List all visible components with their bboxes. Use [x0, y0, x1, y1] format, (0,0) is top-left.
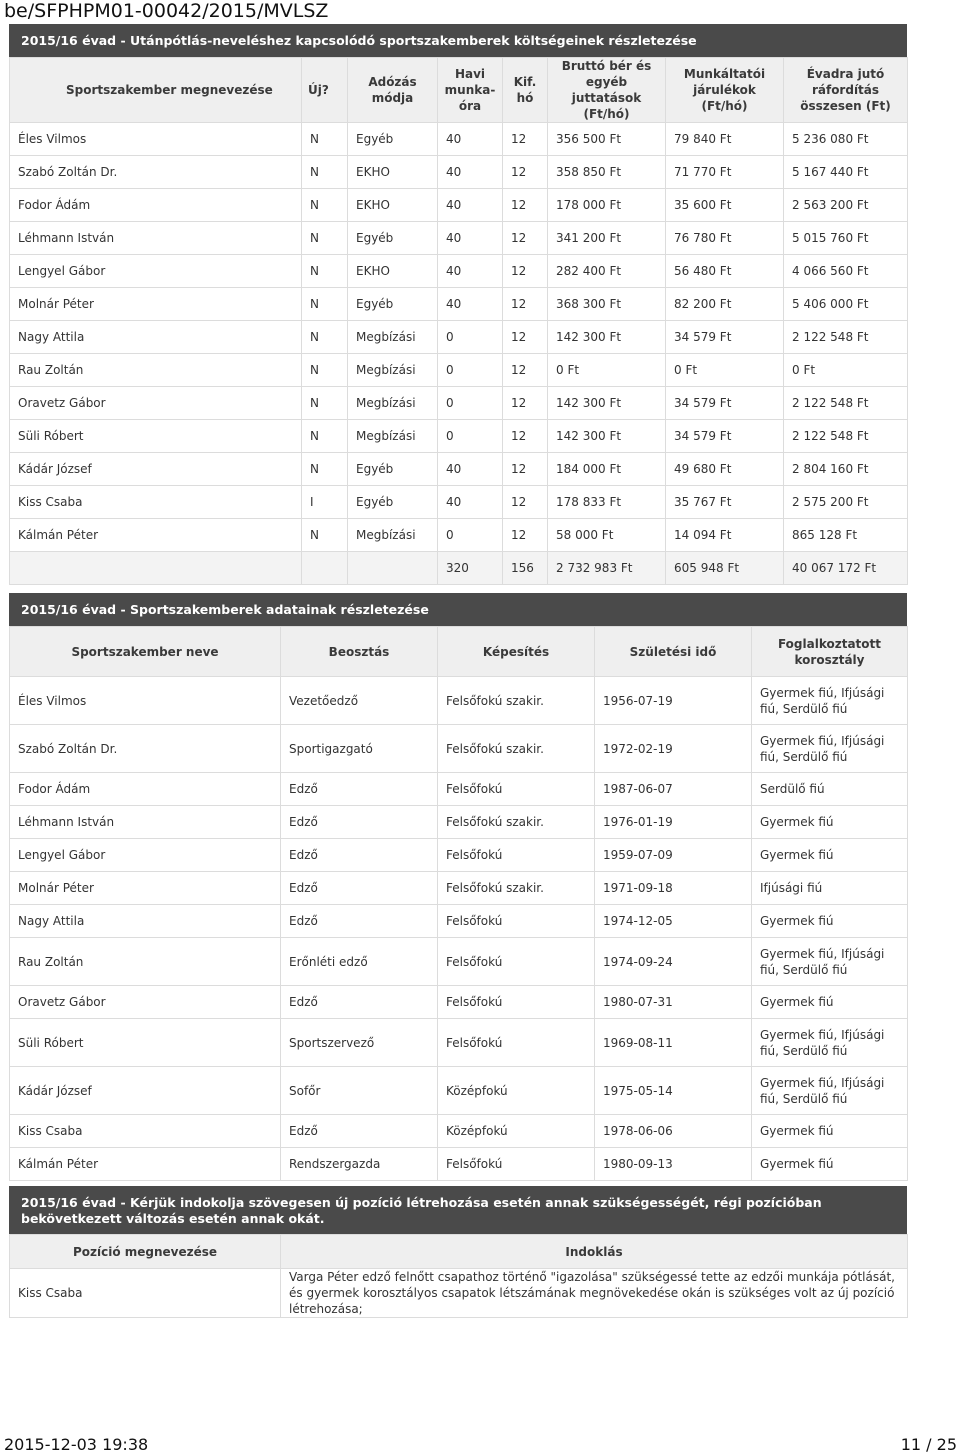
col-header-name: Sportszakember megnevezése: [10, 58, 302, 123]
cell-staff-name: Süli Róbert: [10, 1019, 281, 1067]
cell-contrib: 35 767 Ft: [666, 486, 784, 519]
cell-qualification: Felsőfokú szakir.: [438, 872, 595, 905]
table-row: [10, 677, 908, 725]
total-sum: 40 067 172 Ft: [784, 552, 908, 585]
cell-new: N: [302, 288, 348, 321]
cell-total: 5 015 760 Ft: [784, 222, 908, 255]
table-row: [10, 387, 908, 420]
empty-cell: [348, 552, 438, 585]
justification-table: [9, 1234, 908, 1318]
justification-table-body: [10, 1269, 908, 1318]
table-row: [10, 938, 908, 986]
table-row: [10, 222, 908, 255]
cell-hours: 40: [438, 255, 503, 288]
cell-tax: Megbízási: [348, 354, 438, 387]
cell-qualification: Felsőfokú: [438, 986, 595, 1019]
cell-qualification: Felsőfokú: [438, 1019, 595, 1067]
costs-section: [9, 24, 907, 585]
cell-new: N: [302, 453, 348, 486]
table-row: [10, 872, 908, 905]
col-header-staff-name: Sportszakember neve: [10, 627, 281, 677]
cell-total: 0 Ft: [784, 354, 908, 387]
cell-staff-name: Rau Zoltán: [10, 938, 281, 986]
table-row: [10, 1148, 908, 1181]
cell-position: Edző: [281, 905, 438, 938]
staff-section-title: 2015/16 évad - Sportszakemberek adatainak részletezése: [9, 593, 907, 626]
cell-staff-name: Fodor Ádám: [10, 773, 281, 806]
staff-table-body: [10, 677, 908, 1181]
cell-months: 12: [503, 519, 548, 552]
cell-age-group: Gyermek fiú, Ifjúsági fiú, Serdülő fiú: [752, 725, 908, 773]
cell-position: Edző: [281, 872, 438, 905]
col-header-contrib: Munkáltatói járulékok (Ft/hó): [666, 58, 784, 123]
cell-total: 5 406 000 Ft: [784, 288, 908, 321]
col-header-birthdate: Születési idő: [595, 627, 752, 677]
cell-qualification: Felsőfokú: [438, 1148, 595, 1181]
table-row: [10, 321, 908, 354]
table-row: [10, 986, 908, 1019]
cell-tax: EKHO: [348, 189, 438, 222]
cell-months: 12: [503, 321, 548, 354]
cell-hours: 40: [438, 222, 503, 255]
cell-contrib: 35 600 Ft: [666, 189, 784, 222]
col-header-justification: Indoklás: [281, 1235, 908, 1269]
cell-tax: Megbízási: [348, 321, 438, 354]
cell-contrib: 14 094 Ft: [666, 519, 784, 552]
empty-cell: [302, 552, 348, 585]
cell-contrib: 34 579 Ft: [666, 420, 784, 453]
cell-position: Vezetőedző: [281, 677, 438, 725]
cell-tax: Egyéb: [348, 453, 438, 486]
cell-birthdate: 1974-12-05: [595, 905, 752, 938]
cell-age-group: Ifjúsági fiú: [752, 872, 908, 905]
cell-months: 12: [503, 222, 548, 255]
table-row: [10, 288, 908, 321]
cell-new: N: [302, 354, 348, 387]
cell-new: N: [302, 387, 348, 420]
cell-birthdate: 1959-07-09: [595, 839, 752, 872]
cell-months: 12: [503, 387, 548, 420]
cell-new: N: [302, 222, 348, 255]
cell-hours: 40: [438, 486, 503, 519]
cell-tax: EKHO: [348, 156, 438, 189]
cell-total: 4 066 560 Ft: [784, 255, 908, 288]
cell-gross: 178 000 Ft: [548, 189, 666, 222]
cell-staff-name: Kiss Csaba: [10, 1115, 281, 1148]
cell-hours: 40: [438, 156, 503, 189]
staff-header-row: [10, 627, 908, 677]
cell-qualification: Felsőfokú: [438, 773, 595, 806]
cell-tax: Egyéb: [348, 222, 438, 255]
cell-birthdate: 1956-07-19: [595, 677, 752, 725]
col-header-months: Kif. hó: [503, 58, 548, 123]
cell-qualification: Felsőfokú: [438, 938, 595, 986]
cell-contrib: 82 200 Ft: [666, 288, 784, 321]
cell-qualification: Középfokú: [438, 1067, 595, 1115]
costs-table-body: [10, 123, 908, 585]
col-header-gross: Bruttó bér és egyéb juttatások (Ft/hó): [548, 58, 666, 123]
cell-qualification: Felsőfokú: [438, 905, 595, 938]
cell-position: Sportszervező: [281, 1019, 438, 1067]
cell-justification: Varga Péter edző felnőtt csapathoz történő "igazolása" szükségessé tette az edzői munkája pótlását, és gyermek korosztályos csapatok létszámának megnövekedése okán is szükséges volt az új pozíció létrehozása;: [281, 1269, 908, 1318]
cell-gross: 142 300 Ft: [548, 321, 666, 354]
cell-qualification: Felsőfokú szakir.: [438, 806, 595, 839]
cell-tax: EKHO: [348, 255, 438, 288]
col-header-tax: Adózás módja: [348, 58, 438, 123]
table-row: [10, 1269, 908, 1318]
cell-position-name: Kiss Csaba: [10, 1269, 281, 1318]
justification-section-title: 2015/16 évad - Kérjük indokolja szövegesen új pozíció létrehozása esetén annak szükségességét, régi pozícióban bekövetkezett változás esetén annak okát.: [9, 1186, 907, 1234]
cell-name: Molnár Péter: [10, 288, 302, 321]
costs-table: [9, 57, 908, 585]
cell-total: 2 122 548 Ft: [784, 387, 908, 420]
table-row: [10, 453, 908, 486]
cell-staff-name: Lengyel Gábor: [10, 839, 281, 872]
cell-birthdate: 1976-01-19: [595, 806, 752, 839]
cell-new: N: [302, 519, 348, 552]
col-header-position-name: Pozíció megnevezése: [10, 1235, 281, 1269]
col-header-total: Évadra jutó ráfordítás összesen (Ft): [784, 58, 908, 123]
cell-hours: 40: [438, 189, 503, 222]
cell-tax: Egyéb: [348, 486, 438, 519]
cell-contrib: 76 780 Ft: [666, 222, 784, 255]
cell-position: Rendszergazda: [281, 1148, 438, 1181]
cell-age-group: Gyermek fiú, Ifjúsági fiú, Serdülő fiú: [752, 1067, 908, 1115]
cell-name: Rau Zoltán: [10, 354, 302, 387]
table-row: [10, 839, 908, 872]
cell-position: Sportigazgató: [281, 725, 438, 773]
cell-position: Edző: [281, 986, 438, 1019]
cell-months: 12: [503, 486, 548, 519]
cell-new: N: [302, 255, 348, 288]
cell-hours: 0: [438, 354, 503, 387]
costs-header-row: [10, 58, 908, 123]
cell-name: Léhmann István: [10, 222, 302, 255]
cell-position: Edző: [281, 1115, 438, 1148]
cell-age-group: Gyermek fiú, Ifjúsági fiú, Serdülő fiú: [752, 1019, 908, 1067]
cell-total: 2 563 200 Ft: [784, 189, 908, 222]
cell-contrib: 71 770 Ft: [666, 156, 784, 189]
table-row: [10, 420, 908, 453]
cell-months: 12: [503, 156, 548, 189]
cell-hours: 40: [438, 123, 503, 156]
cell-contrib: 34 579 Ft: [666, 387, 784, 420]
totals-row: [10, 552, 908, 585]
cell-new: N: [302, 123, 348, 156]
cell-age-group: Gyermek fiú: [752, 806, 908, 839]
cell-position: Sofőr: [281, 1067, 438, 1115]
cell-name: Fodor Ádám: [10, 189, 302, 222]
cell-months: 12: [503, 453, 548, 486]
cell-contrib: 49 680 Ft: [666, 453, 784, 486]
costs-section-title: 2015/16 évad - Utánpótlás-neveléshez kapcsolódó sportszakemberek költségeinek részletezése: [9, 24, 907, 57]
table-row: [10, 519, 908, 552]
cell-qualification: Felsőfokú: [438, 839, 595, 872]
cell-new: N: [302, 321, 348, 354]
cell-qualification: Középfokú: [438, 1115, 595, 1148]
document-id: be/SFPHPM01-00042/2015/MVLSZ: [4, 0, 329, 22]
table-row: [10, 156, 908, 189]
cell-birthdate: 1980-07-31: [595, 986, 752, 1019]
cell-gross: 142 300 Ft: [548, 420, 666, 453]
cell-name: Lengyel Gábor: [10, 255, 302, 288]
col-header-age-group: Foglalkoztatott korosztály: [752, 627, 908, 677]
cell-contrib: 34 579 Ft: [666, 321, 784, 354]
cell-contrib: 56 480 Ft: [666, 255, 784, 288]
cell-total: 5 236 080 Ft: [784, 123, 908, 156]
cell-name: Kiss Csaba: [10, 486, 302, 519]
cell-gross: 142 300 Ft: [548, 387, 666, 420]
cell-staff-name: Kádár József: [10, 1067, 281, 1115]
cell-qualification: Felsőfokú szakir.: [438, 725, 595, 773]
cell-staff-name: Nagy Attila: [10, 905, 281, 938]
cell-gross: 0 Ft: [548, 354, 666, 387]
cell-staff-name: Szabó Zoltán Dr.: [10, 725, 281, 773]
cell-hours: 40: [438, 453, 503, 486]
table-row: [10, 905, 908, 938]
table-row: [10, 806, 908, 839]
cell-age-group: Gyermek fiú: [752, 905, 908, 938]
cell-new: N: [302, 156, 348, 189]
cell-gross: 368 300 Ft: [548, 288, 666, 321]
table-row: [10, 1019, 908, 1067]
cell-name: Süli Róbert: [10, 420, 302, 453]
cell-gross: 58 000 Ft: [548, 519, 666, 552]
cell-months: 12: [503, 123, 548, 156]
cell-total: 2 122 548 Ft: [784, 420, 908, 453]
total-gross: 2 732 983 Ft: [548, 552, 666, 585]
cell-new: N: [302, 420, 348, 453]
total-months: 156: [503, 552, 548, 585]
cell-total: 2 804 160 Ft: [784, 453, 908, 486]
cell-birthdate: 1978-06-06: [595, 1115, 752, 1148]
cell-tax: Megbízási: [348, 387, 438, 420]
footer-page-number: 11 / 25: [900, 1435, 957, 1454]
cell-hours: 40: [438, 288, 503, 321]
table-row: [10, 486, 908, 519]
cell-position: Edző: [281, 773, 438, 806]
cell-birthdate: 1980-09-13: [595, 1148, 752, 1181]
cell-name: Szabó Zoltán Dr.: [10, 156, 302, 189]
cell-age-group: Gyermek fiú, Ifjúsági fiú, Serdülő fiú: [752, 938, 908, 986]
cell-name: Kádár József: [10, 453, 302, 486]
cell-total: 865 128 Ft: [784, 519, 908, 552]
col-header-hours: Havi munka-óra: [438, 58, 503, 123]
table-row: [10, 773, 908, 806]
cell-birthdate: 1975-05-14: [595, 1067, 752, 1115]
total-hours: 320: [438, 552, 503, 585]
cell-position: Edző: [281, 839, 438, 872]
cell-tax: Megbízási: [348, 420, 438, 453]
cell-birthdate: 1969-08-11: [595, 1019, 752, 1067]
justification-header-row: [10, 1235, 908, 1269]
cell-hours: 0: [438, 321, 503, 354]
footer-datetime: 2015-12-03 19:38: [4, 1435, 149, 1454]
cell-gross: 358 850 Ft: [548, 156, 666, 189]
cell-age-group: Gyermek fiú, Ifjúsági fiú, Serdülő fiú: [752, 677, 908, 725]
cell-age-group: Gyermek fiú: [752, 986, 908, 1019]
cell-hours: 0: [438, 519, 503, 552]
col-header-position: Beosztás: [281, 627, 438, 677]
cell-name: Nagy Attila: [10, 321, 302, 354]
cell-tax: Megbízási: [348, 519, 438, 552]
cell-hours: 0: [438, 420, 503, 453]
cell-total: 2 575 200 Ft: [784, 486, 908, 519]
cell-contrib: 0 Ft: [666, 354, 784, 387]
cell-qualification: Felsőfokú szakir.: [438, 677, 595, 725]
cell-birthdate: 1974-09-24: [595, 938, 752, 986]
cell-tax: Egyéb: [348, 288, 438, 321]
cell-staff-name: Éles Vilmos: [10, 677, 281, 725]
staff-section: [9, 593, 907, 1181]
cell-age-group: Gyermek fiú: [752, 839, 908, 872]
cell-staff-name: Léhmann István: [10, 806, 281, 839]
cell-position: Erőnléti edző: [281, 938, 438, 986]
col-header-new: Új?: [302, 58, 348, 123]
cell-gross: 282 400 Ft: [548, 255, 666, 288]
staff-table: [9, 626, 908, 1181]
table-row: [10, 1067, 908, 1115]
table-row: [10, 725, 908, 773]
total-contrib: 605 948 Ft: [666, 552, 784, 585]
cell-age-group: Serdülő fiú: [752, 773, 908, 806]
cell-birthdate: 1971-09-18: [595, 872, 752, 905]
cell-birthdate: 1972-02-19: [595, 725, 752, 773]
cell-new: I: [302, 486, 348, 519]
table-row: [10, 1115, 908, 1148]
cell-months: 12: [503, 288, 548, 321]
cell-gross: 178 833 Ft: [548, 486, 666, 519]
cell-name: Éles Vilmos: [10, 123, 302, 156]
cell-age-group: Gyermek fiú: [752, 1148, 908, 1181]
table-row: [10, 189, 908, 222]
empty-cell: [10, 552, 302, 585]
cell-staff-name: Oravetz Gábor: [10, 986, 281, 1019]
cell-months: 12: [503, 354, 548, 387]
cell-total: 5 167 440 Ft: [784, 156, 908, 189]
cell-gross: 184 000 Ft: [548, 453, 666, 486]
table-row: [10, 123, 908, 156]
col-header-qualification: Képesítés: [438, 627, 595, 677]
cell-gross: 341 200 Ft: [548, 222, 666, 255]
cell-months: 12: [503, 189, 548, 222]
cell-staff-name: Molnár Péter: [10, 872, 281, 905]
cell-hours: 0: [438, 387, 503, 420]
cell-name: Oravetz Gábor: [10, 387, 302, 420]
cell-gross: 356 500 Ft: [548, 123, 666, 156]
cell-months: 12: [503, 255, 548, 288]
table-row: [10, 354, 908, 387]
cell-tax: Egyéb: [348, 123, 438, 156]
cell-new: N: [302, 189, 348, 222]
cell-months: 12: [503, 420, 548, 453]
cell-staff-name: Kálmán Péter: [10, 1148, 281, 1181]
justification-section: [9, 1186, 907, 1318]
cell-position: Edző: [281, 806, 438, 839]
cell-birthdate: 1987-06-07: [595, 773, 752, 806]
cell-name: Kálmán Péter: [10, 519, 302, 552]
cell-age-group: Gyermek fiú: [752, 1115, 908, 1148]
cell-total: 2 122 548 Ft: [784, 321, 908, 354]
cell-contrib: 79 840 Ft: [666, 123, 784, 156]
table-row: [10, 255, 908, 288]
